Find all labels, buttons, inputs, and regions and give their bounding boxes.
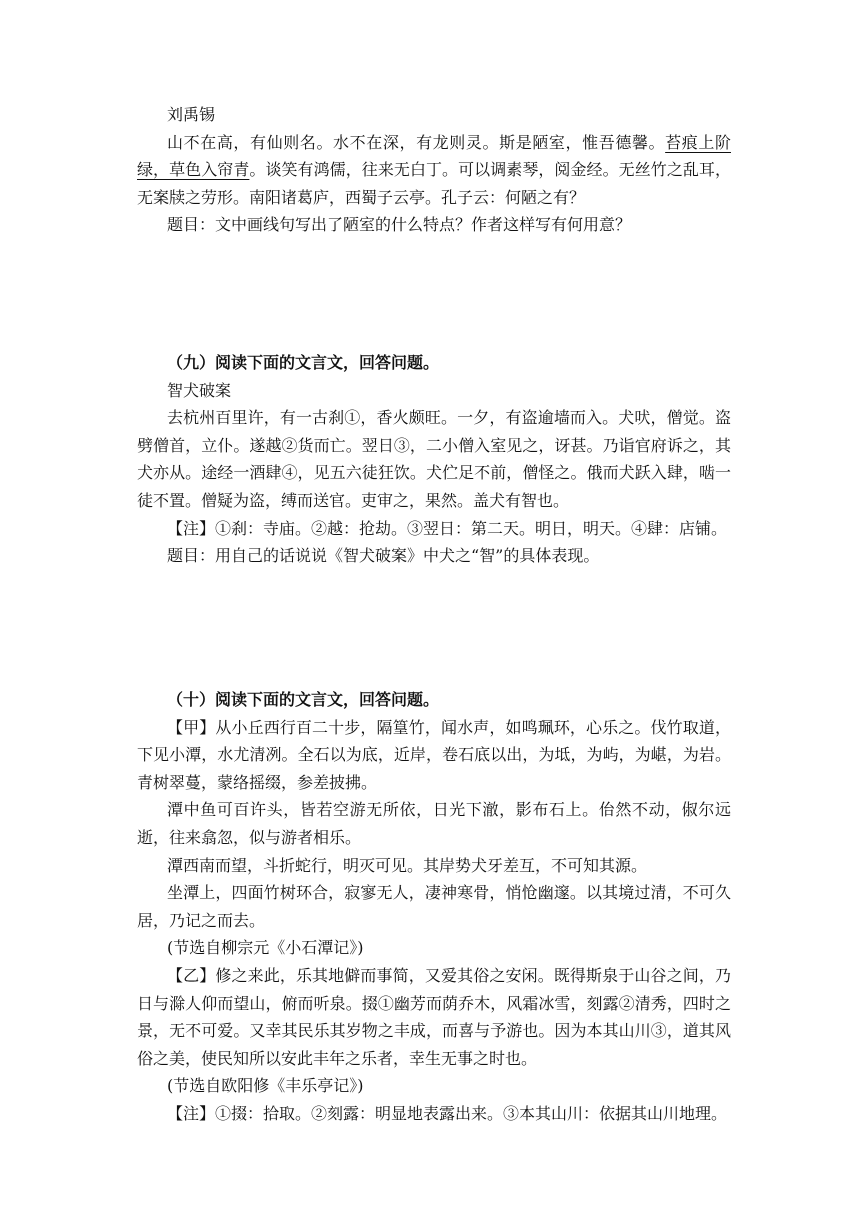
passage-paragraph: 去杭州百里许，有一古刹①，香火颇旺。一夕，有盗逾墙而入。犬吠，僧觉。盗劈僧首，立仆。遂越②货而亡。翌日③，二小僧入室见之，讶甚。乃诣官府诉之，其犬亦从。途经一酒肆④，见五六徒狂饮。犬伫足不前，僧怪之。俄而犬跃入肆，啮一徒不置。僧疑为盗，缚而送官。吏审之，果然。盖犬有智也。 xyxy=(137,408,731,510)
passage-text: 山不在高，有仙则名。水不在深，有龙则灵。斯是陋室，惟吾德馨。 xyxy=(167,132,666,152)
passage-paragraph: 【甲】从小丘西行百二十步，隔篁竹，闻水声，如鸣珮环，心乐之。伐竹取道，下见小潭，水尤清冽。全石以为底，近岸，卷石底以出，为坻，为屿，为嵁，为岩。青树翠蔓，蒙络摇缀，参差披拂。 xyxy=(137,717,731,792)
section-9 xyxy=(137,349,731,570)
section-10 xyxy=(137,686,731,1128)
section-8 xyxy=(137,101,731,239)
passage-paragraph: 【乙】修之来此，乐其地僻而事简，又爱其俗之安闲。既得斯泉于山谷之间，乃日与滁人仰而望山，俯而听泉。掇①幽芳而荫乔木，风霜冰雪，刻露②清秀，四时之景，无不可爱。又幸其民乐其岁物之丰成，而喜与予游也。因为本其山川③，道其风俗之美，使民知所以安此丰年之乐者，幸生无事之时也。 xyxy=(137,965,731,1068)
passage-paragraph: 坐潭上，四面竹树环合，寂寥无人，凄神寒骨，悄怆幽邃。以其境过清，不可久居，乃记之而去。 xyxy=(137,883,731,930)
passage-text: 。谈笑有鸿儒，往来无白丁。可以调素琴，阅金经。无丝竹之乱耳，无案牍之劳形。南阳诸葛庐，西蜀子云亭。孔子云：何陋之有？ xyxy=(137,160,731,207)
underlined-sentence: 苔痕上阶绿，草色入帘青 xyxy=(137,132,731,180)
annotation-note: 【注】①掇：拾取。②刻露：明显地表露出来。③本其山川：依据其山川地理。 xyxy=(167,1103,728,1123)
passage-paragraph: 潭中鱼可百许头，皆若空游无所依，日光下澈，影布石上。佁然不动，俶尔远逝，往来翕忽，似与游者相乐。 xyxy=(137,800,731,847)
section-heading: （十）阅读下面的文言文，回答问题。 xyxy=(167,690,440,709)
section-heading: （九）阅读下面的文言文，回答问题。 xyxy=(167,353,440,372)
passage-title: 智犬破案 xyxy=(167,380,232,400)
passage-paragraph: 潭西南而望，斗折蛇行，明灭可见。其岸势犬牙差互，不可知其源。 xyxy=(167,855,648,875)
question: 题目：文中画线句写出了陋室的什么特点？作者这样写有何用意？ xyxy=(167,215,632,235)
source-citation: (节选自柳宗元《小石潭记》) xyxy=(167,938,364,958)
question: 题目：用自己的话说说《智犬破案》中犬之“智”的具体表现。 xyxy=(167,546,600,566)
passage-paragraph xyxy=(137,129,731,212)
annotation-note: 【注】①刹：寺庙。②越：抢劫。③翌日：第二天。明日，明天。④肆：店铺。 xyxy=(167,518,728,538)
source-citation: (节选自欧阳修《丰乐亭记》) xyxy=(167,1076,364,1096)
author-line: 刘禹锡 xyxy=(167,105,216,124)
